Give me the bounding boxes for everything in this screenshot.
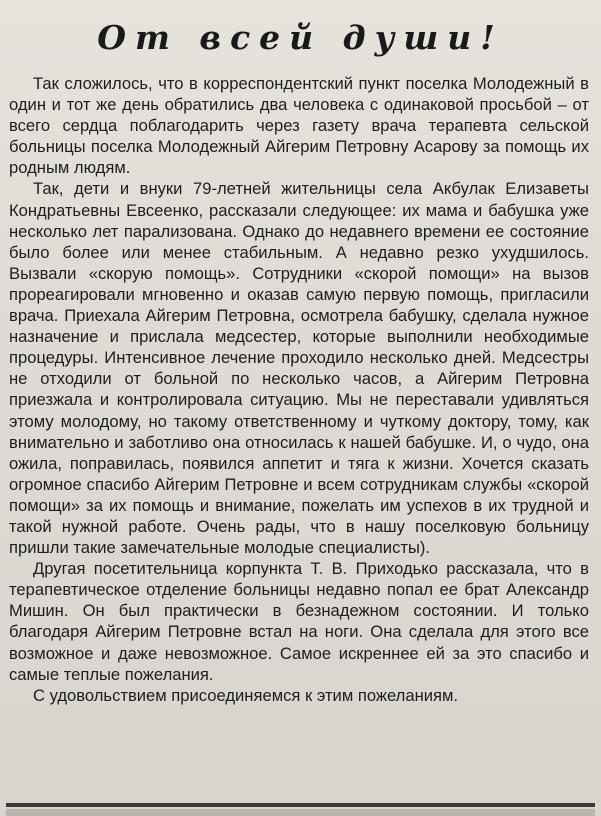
paragraph-closing: С удовольствием присоединяемся к этим пожеланиям. [33, 685, 459, 705]
headline: От всей души! [97, 18, 504, 57]
article-body [9, 73, 589, 706]
paragraph-intro: Так сложилось, что в корреспондентский пункт поселка Молодежный в один и тот же день обратились два человека с одинаковой просьбой – от всего сердца поблагодарить через газету врача терапевта сельской больницы поселка Молодежный Айгерим Петровну Асарову за помощь их родным людям. [9, 74, 589, 178]
paragraph-prikhodko: Другая посетительница корпункта Т. В. Приходько рассказала, что в терапевтическое отделение больницы недавно попал ее брат Александр Мишин. Он был практически в безнадежном состоянии. И только благодаря Айгерим Петровне встал на ноги. Она сделала для этого все возможное и даже невозможное. Самое искреннее ей за это спасибо и самые теплые пожелания. [9, 559, 589, 684]
paragraph-evseenko: Так, дети и внуки 79-летней жительницы села Акбулак Елизаветы Кондратьевны Евсеенко, рассказали следующее: их мама и бабушка уже несколько лет парализована. Однако до недавнего времени ее состояние было более или менее стабильным. А недавно резко ухудшилось. Вызвали «скорую помощь». Сотрудники «скорой помощи» на вызов прореагировали мгновенно и оказав самую первую помощь, пригласили врача. Приехала Айгерим Петровна, осмотрела бабушку, сделала нужное назначение и прислала медсестер, которые выполнили необходимые процедуры. Интенсивное лечение проходило несколько дней. Медсестры не отходили от больной по несколько часов, а Айгерим Петровна приезжала и контролировала ситуацию. Мы не переставали удивляться этому молодому, но такому ответственному и чуткому доктору, тому, как внимательно и заботливо она относилась к нашей бабушке. И, о чудо, она ожила, поправилась, появился аппетит и тяга к жизни. Хочется сказать огромное спасибо Айгерим Петровне и всем сотрудникам службы «скорой помощи» за их помощь и внимание, пожелать им успехов в их трудной и такой нужной работе. Очень рады, что в нашу поселковую больницу пришли такие замечательные молодые специалисты). [9, 179, 589, 558]
bottom-band [6, 809, 595, 816]
bottom-divider [6, 803, 595, 807]
